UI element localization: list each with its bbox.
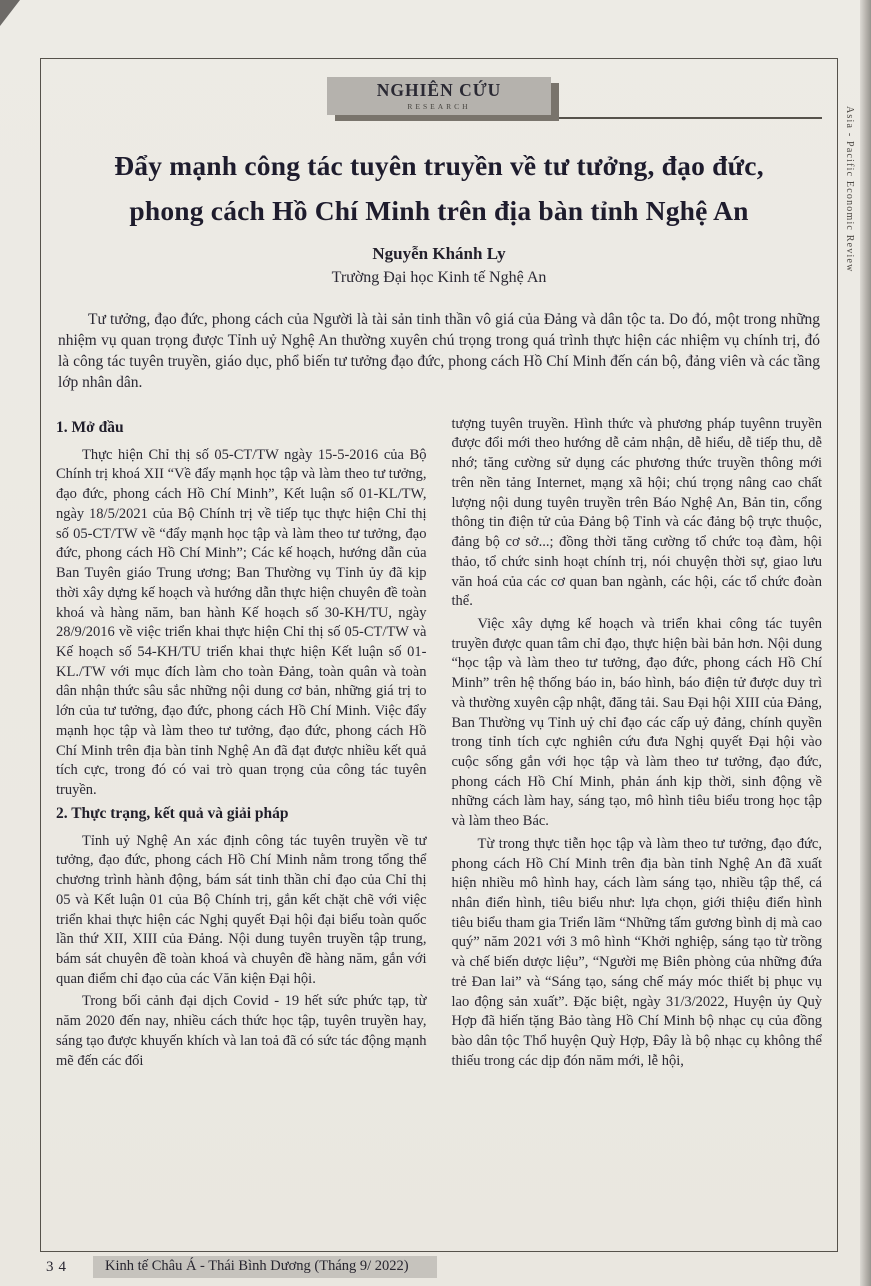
section-heading-results: 2. Thực trạng, kết quả và giải pháp <box>56 804 289 822</box>
body-paragraph: Từ trong thực tiễn học tập và làm theo tư tưởng, đạo đức, phong cách Hồ Chí Minh trên địa bàn tỉnh Nghệ An đã xuất hiện nhiều mô hình hay, cách làm sáng tạo, nhiều tập thể, cá nhân điển hình, tiêu biểu như: lựa chọn, giới thiệu điển hình tiêu biểu tham gia Triển lãm “Những tấm gương bình dị mà cao quý” năm 2021 với 3 mô hình “Khởi nghiệp, sáng tạo từ trồng và chế biến dược liệu”, “Người mẹ Biên phòng của những đứa trẻ Đan lai” và “Sáng tạo, sáng chế máy móc thiết bị phục vụ lao động sản xuất”. Đặc biệt, ngày 31/3/2022, Huyện ủy Quỳ Hợp đã hiến tặng Bảo tàng Hồ Chí Minh bộ nhạc cụ của đồng bào dân tộc Thổ huyện Quỳ Hợp, Đây là bộ nhạc cụ không thể thiếu trong các dịp đón năm mới, lễ hội, <box>451 835 822 1069</box>
research-badge <box>327 77 551 115</box>
page-footer <box>46 1256 437 1278</box>
scan-edge-shadow <box>860 0 871 1286</box>
body-paragraph: tượng tuyên truyền. Hình thức và phương pháp tuyênn truyền được đổi mới theo hướng dễ cảm nhận, dễ hiểu, dễ tiếp thu, dễ nhớ; tăng cường sử dụng các phương thức truyền thông mới trên nền tảng Internet, mạng xã hội; chú trọng nâng cao chất lượng nội dung tuyên truyền trên Báo Nghệ An, Bản tin, cổng thông tin điện tử của Đảng bộ Tỉnh và các đảng bộ trực thuộc, đảng bộ cơ sở...; đồng thời tăng cường tổ chức toạ đàm, hội thảo, tổ chức sinh hoạt chính trị, nói chuyện thời sự, giao lưu văn hoá của các cơ quan ban ngành, các hội, các tổ chức đoàn thể. <box>451 415 822 610</box>
body-paragraph: Tỉnh uỷ Nghệ An xác định công tác tuyên truyền về tư tưởng, đạo đức, phong cách Hồ Chí Minh nằm trong tổng thể chương trình hành động, bám sát tinh thần chỉ đạo của Chỉ thị 05 và Kết luận 01 của Bộ Chính trị, gắn kết chặt chẽ với việc triển khai thực hiện các Nghị quyết Đại hội đại biểu toàn quốc lần thứ XII, XIII của Đảng. Nội dung tuyên truyền tập trung, bám sát chuyên đề toàn khoá và chuyên đề hàng năm, gắn với quan điểm chỉ đạo của các Văn kiện Đại hội. <box>56 832 427 987</box>
badge-title: NGHIÊN CỨU <box>376 80 502 100</box>
right-column <box>452 415 823 1075</box>
left-column <box>56 415 427 1075</box>
badge-subtitle: RESEARCH <box>407 102 471 111</box>
page-border <box>40 58 838 1252</box>
footer-page-number: 34 <box>46 1258 71 1275</box>
body-paragraph: Thực hiện Chỉ thị số 05-CT/TW ngày 15-5-2016 của Bộ Chính trị khoá XII “Về đẩy mạnh học tập và làm theo tư tưởng, đạo đức, phong cách Hồ Chí Minh”, Kết luận số 01-KL/TW, ngày 18/5/2021 của Bộ Chính trị về tiếp tục thực hiện Chỉ thị số 05-CT/TW về “đẩy mạnh học tập và làm theo tư tưởng, đạo đức, phong cách Hồ Chí Minh”; Các kế hoạch, hướng dẫn của Ban Tuyên giáo Trung ương; Ban Thường vụ Tỉnh ủy đã kịp thời xây dựng kế hoạch và hướng dẫn thực hiện chuyên đề toàn khoá và hàng năm, ban hành Kế hoạch số 30-KH/TU, ngày 28/9/2016 về việc triển khai thực hiện Chỉ thị số 05-CT/TW và Kế hoạch số 54-KH/TU triển khai thực hiện Kết luận số 01-KL./TW với mục đích làm cho toàn Đảng, toàn quân và toàn dân nhận thức sâu sắc những nội dung cơ bản, những giá trị to lớn của tư tưởng, đạo đức, phong cách Hồ Chí Minh. Việc đẩy mạnh học tập và làm theo tư tưởng, đạo đức, phong cách Hồ Chí Minh trên địa bàn tỉnh Nghệ An đã đạt được nhiều kết quả tích cực, trong đó có vai trò quan trọng của công tác tuyên truyền. <box>56 446 427 798</box>
author-name: Nguyễn Khánh Ly <box>372 243 506 263</box>
section-heading-intro: 1. Mở đầu <box>56 418 124 436</box>
body-columns <box>56 415 822 1075</box>
article-title <box>56 143 822 234</box>
body-paragraph: Việc xây dựng kế hoạch và triển khai công tác tuyên truyền được quan tâm chỉ đạo, thực hiện bài bản hơn. Nội dung “học tập và làm theo tư tưởng, đạo đức, phong cách Hồ Chí Minh” trên hệ thống báo in, báo hình, báo điện tử được duy trì và thường xuyên cập nhật, đăng tải. Sau Đại hội XIII của Đảng, Ban Thường vụ Tỉnh uỷ chỉ đạo các cấp uỷ đảng, chính quyền trong tỉnh tích cực nghiên cứu đưa Nghị quyết Đại hội vào cuộc sống gắn với học tập và làm theo tư tưởng, đạo đức, phong cách Hồ Chí Minh, phản ánh kịp thời, sinh động về những cách làm hay, sáng tạo, mô hình tiêu biểu trong học tập và làm theo Bác. <box>451 615 822 830</box>
header-rule <box>557 117 822 119</box>
article-title-line-2: phong cách Hồ Chí Minh trên địa bàn tỉnh Nghệ An <box>129 195 749 227</box>
scan-corner-artifact <box>0 0 20 26</box>
journal-sidebar-text: Asia - Pacific Economic Review <box>844 106 855 273</box>
body-paragraph: Trong bối cảnh đại dịch Covid - 19 hết sức phức tạp, từ năm 2020 đến nay, nhiều cách thức học tập, tuyên truyền hay, sáng tạo được khuyến khích và lan toả đã có sức tác động mạnh mẽ đến các đối <box>56 993 427 1069</box>
footer-journal-title: Kinh tế Châu Á - Thái Bình Dương (Tháng 9/ 2022) <box>93 1256 437 1278</box>
abstract-paragraph: Tư tưởng, đạo đức, phong cách của Người là tài sản tinh thần vô giá của Đảng và dân tộc ta. Do đó, một trong những nhiệm vụ quan trọng được Tỉnh uỷ Nghệ An thường xuyên chú trọng trong quá trình thực hiện các nhiệm vụ chính trị, đó là công tác tuyên truyền, giáo dục, phổ biến tư tưởng đạo đức, phong cách Hồ Chí Minh đến cán bộ, đảng viên và các tầng lớp nhân dân. <box>58 310 820 391</box>
badge-row <box>56 77 822 127</box>
author-affiliation: Trường Đại học Kinh tế Nghệ An <box>331 268 547 286</box>
article-title-line-1: Đẩy mạnh công tác tuyên truyền về tư tưởng, đạo đức, <box>114 150 764 181</box>
